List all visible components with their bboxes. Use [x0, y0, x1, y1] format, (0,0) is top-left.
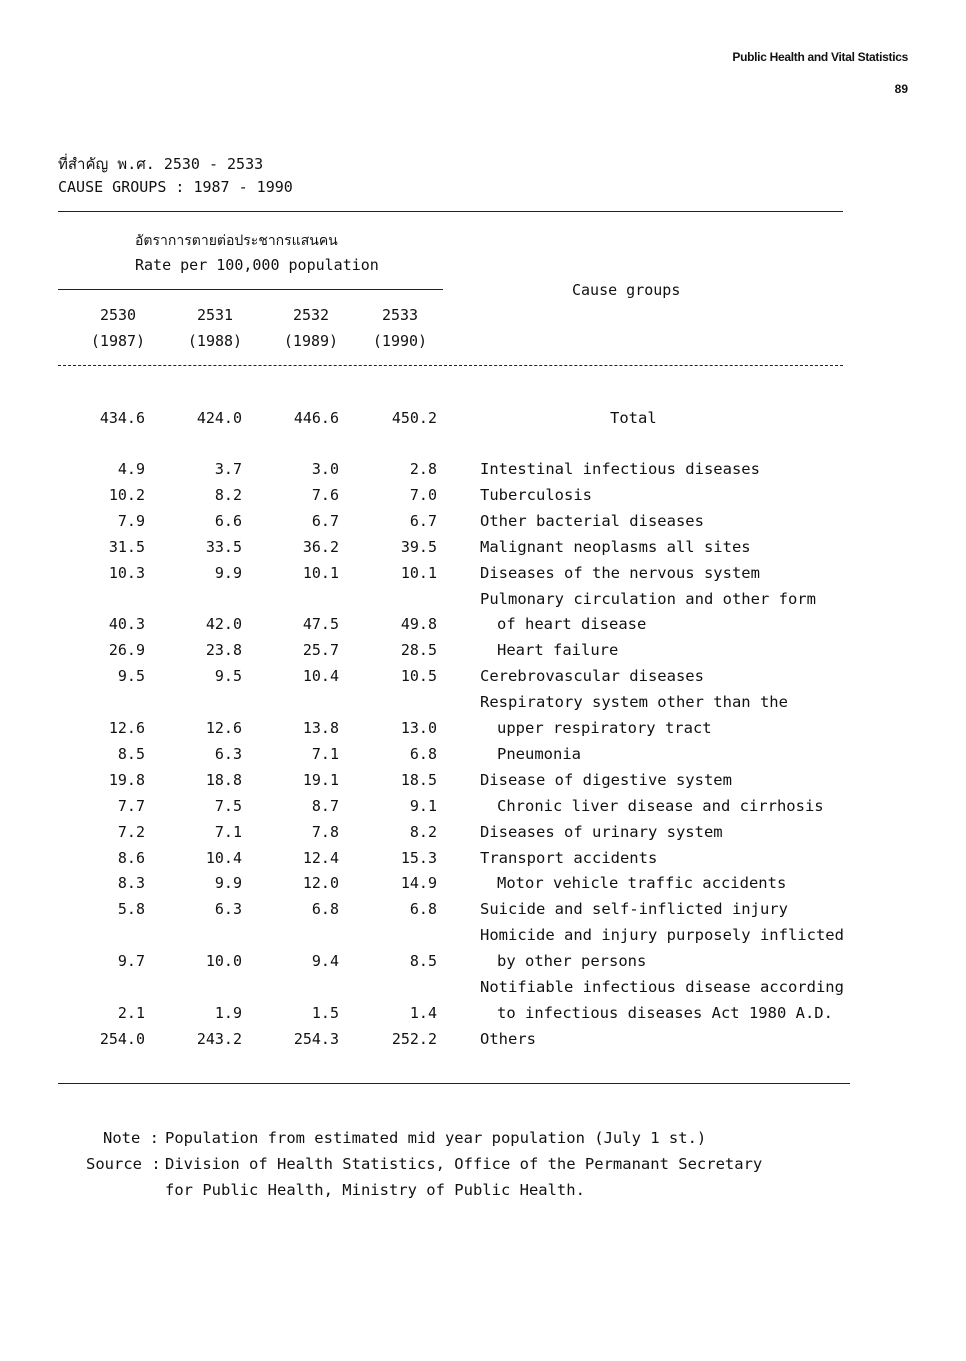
rate-cell: 10.2	[108, 485, 145, 504]
cause-group-label: Motor vehicle traffic accidents	[497, 874, 787, 893]
cause-group-label: to infectious diseases Act 1980 A.D.	[497, 1003, 833, 1022]
rate-cell: 7.5	[214, 796, 242, 815]
rate-cell: 39.5	[400, 537, 437, 556]
cause-group-label: Malignant neoplasms all sites	[480, 537, 751, 556]
rate-cell: 3.0	[311, 460, 339, 478]
rate-cell: 6.6	[214, 511, 242, 530]
rate-cell: 12.6	[108, 719, 145, 737]
rate-cell: 25.7	[302, 641, 339, 660]
year-ce-header: (1988)	[187, 332, 243, 350]
cause-group-label: Suicide and self-inflicted injury	[480, 900, 788, 919]
rate-cell: 6.3	[214, 744, 242, 763]
cause-group-label: Others	[480, 1029, 536, 1048]
total-cell: 434.6	[99, 409, 145, 427]
cause-groups-header: Cause groups	[572, 281, 681, 299]
cause-group-label: Tuberculosis	[480, 485, 592, 504]
cause-group-label: Heart failure	[497, 641, 619, 660]
rate-cell: 10.1	[302, 563, 339, 582]
rate-cell: 36.2	[302, 537, 339, 556]
rate-cell: 8.7	[311, 796, 339, 815]
rate-cell: 6.8	[409, 744, 437, 763]
rate-cell: 33.5	[205, 537, 242, 556]
rate-cell: 19.1	[302, 770, 339, 789]
cause-group-label: Diseases of urinary system	[480, 822, 723, 841]
rate-cell: 7.7	[117, 796, 145, 815]
rate-cell: 254.3	[293, 1029, 339, 1048]
rate-cell: 4.9	[117, 460, 145, 478]
rate-cell: 12.6	[205, 719, 242, 737]
rate-cell: 254.0	[99, 1029, 145, 1048]
table-caption-thai: ที่สำคัญ พ.ศ. 2530 - 2533	[58, 155, 264, 173]
rate-cell: 40.3	[108, 615, 145, 634]
year-ce-header: (1987)	[90, 332, 146, 350]
rate-underline	[58, 289, 443, 290]
rate-cell: 6.7	[409, 511, 437, 530]
rate-cell: 6.7	[311, 511, 339, 530]
cause-group-label: Diseases of the nervous system	[480, 563, 760, 582]
rate-cell: 3.7	[214, 460, 242, 478]
rate-cell: 7.6	[311, 485, 339, 504]
year-be-header: 2530	[99, 306, 137, 324]
cause-group-label: Homicide and injury purposely inflicted	[480, 926, 844, 945]
rate-cell: 6.8	[311, 900, 339, 919]
total-cell: 424.0	[196, 409, 242, 427]
year-ce-header: (1989)	[283, 332, 339, 350]
header-bottom-rule	[58, 365, 843, 366]
cause-group-label: Transport accidents	[480, 848, 658, 867]
cause-group-label: Disease of digestive system	[480, 770, 732, 789]
rate-cell: 5.8	[117, 900, 145, 919]
rate-cell: 14.9	[400, 874, 437, 893]
rate-cell: 28.5	[400, 641, 437, 660]
total-label: Total	[610, 409, 657, 427]
rate-cell: 1.4	[409, 1003, 437, 1022]
source-text-line2: for Public Health, Ministry of Public Health.	[165, 1181, 585, 1199]
rate-cell: 9.9	[214, 874, 242, 893]
rate-cell: 252.2	[391, 1029, 437, 1048]
cause-group-label: by other persons	[497, 952, 647, 971]
note-label: Note :	[103, 1129, 159, 1147]
page-number: 89	[894, 82, 908, 96]
rate-cell: 9.1	[409, 796, 437, 815]
bottom-rule	[58, 1083, 850, 1084]
rate-cell: 8.5	[117, 744, 145, 763]
rate-cell: 9.4	[311, 952, 339, 971]
rate-cell: 10.3	[108, 563, 145, 582]
year-be-header: 2533	[381, 306, 419, 324]
source-label: Source :	[86, 1155, 161, 1173]
rate-cell: 1.9	[214, 1003, 242, 1022]
rate-cell: 7.1	[214, 822, 242, 841]
rate-label-english: Rate per 100,000 population	[135, 256, 379, 274]
cause-group-label: Intestinal infectious diseases	[480, 460, 760, 478]
year-ce-header: (1990)	[372, 332, 428, 350]
rate-cell: 7.8	[311, 822, 339, 841]
rate-cell: 26.9	[108, 641, 145, 660]
rate-cell: 6.8	[409, 900, 437, 919]
rate-cell: 7.9	[117, 511, 145, 530]
rate-cell: 10.0	[205, 952, 242, 971]
rate-cell: 15.3	[400, 848, 437, 867]
total-cell: 450.2	[391, 409, 437, 427]
rate-cell: 13.8	[302, 719, 339, 737]
rate-cell: 8.5	[409, 952, 437, 971]
rate-cell: 42.0	[205, 615, 242, 634]
cause-group-label: upper respiratory tract	[497, 719, 712, 737]
rate-cell: 8.2	[214, 485, 242, 504]
rate-cell: 19.8	[108, 770, 145, 789]
rate-cell: 13.0	[400, 719, 437, 737]
cause-group-label: Chronic liver disease and cirrhosis	[497, 796, 824, 815]
rate-cell: 12.0	[302, 874, 339, 893]
total-cell: 446.6	[293, 409, 339, 427]
rate-cell: 2.8	[409, 460, 437, 478]
rate-cell: 18.8	[205, 770, 242, 789]
top-rule	[58, 211, 843, 212]
cause-group-label: Respiratory system other than the	[480, 693, 788, 712]
cause-group-label: Notifiable infectious disease according	[480, 978, 844, 996]
rate-cell: 9.7	[117, 952, 145, 971]
rate-cell: 7.1	[311, 744, 339, 763]
year-be-header: 2531	[196, 306, 234, 324]
cause-group-label: of heart disease	[497, 615, 647, 634]
rate-cell: 8.3	[117, 874, 145, 893]
rate-cell: 10.4	[205, 848, 242, 867]
rate-cell: 47.5	[302, 615, 339, 634]
table-caption-english: CAUSE GROUPS : 1987 - 1990	[58, 178, 293, 196]
source-text-line1: Division of Health Statistics, Office of the Permanant Secretary	[165, 1155, 763, 1173]
rate-label-thai: อัตราการตายต่อประชากรแสนคน	[135, 233, 338, 249]
rate-cell: 1.5	[311, 1003, 339, 1022]
running-header-title: Public Health and Vital Statistics	[732, 50, 908, 64]
rate-cell: 8.6	[117, 848, 145, 867]
rate-cell: 10.4	[302, 667, 339, 686]
rate-cell: 12.4	[302, 848, 339, 867]
rate-cell: 10.5	[400, 667, 437, 686]
rate-cell: 9.9	[214, 563, 242, 582]
rate-cell: 7.2	[117, 822, 145, 841]
rate-cell: 7.0	[409, 485, 437, 504]
cause-group-label: Cerebrovascular diseases	[480, 667, 704, 686]
rate-cell: 49.8	[400, 615, 437, 634]
rate-cell: 31.5	[108, 537, 145, 556]
cause-group-label: Pneumonia	[497, 744, 581, 763]
rate-cell: 9.5	[117, 667, 145, 686]
cause-group-label: Pulmonary circulation and other form	[480, 589, 816, 608]
cause-group-label: Other bacterial diseases	[480, 511, 704, 530]
rate-cell: 18.5	[400, 770, 437, 789]
rate-cell: 6.3	[214, 900, 242, 919]
year-be-header: 2532	[292, 306, 330, 324]
rate-cell: 10.1	[400, 563, 437, 582]
rate-cell: 2.1	[117, 1003, 145, 1022]
rate-cell: 23.8	[205, 641, 242, 660]
note-text: Population from estimated mid year population (July 1 st.)	[165, 1129, 707, 1147]
rate-cell: 8.2	[409, 822, 437, 841]
rate-cell: 243.2	[196, 1029, 242, 1048]
rate-cell: 9.5	[214, 667, 242, 686]
